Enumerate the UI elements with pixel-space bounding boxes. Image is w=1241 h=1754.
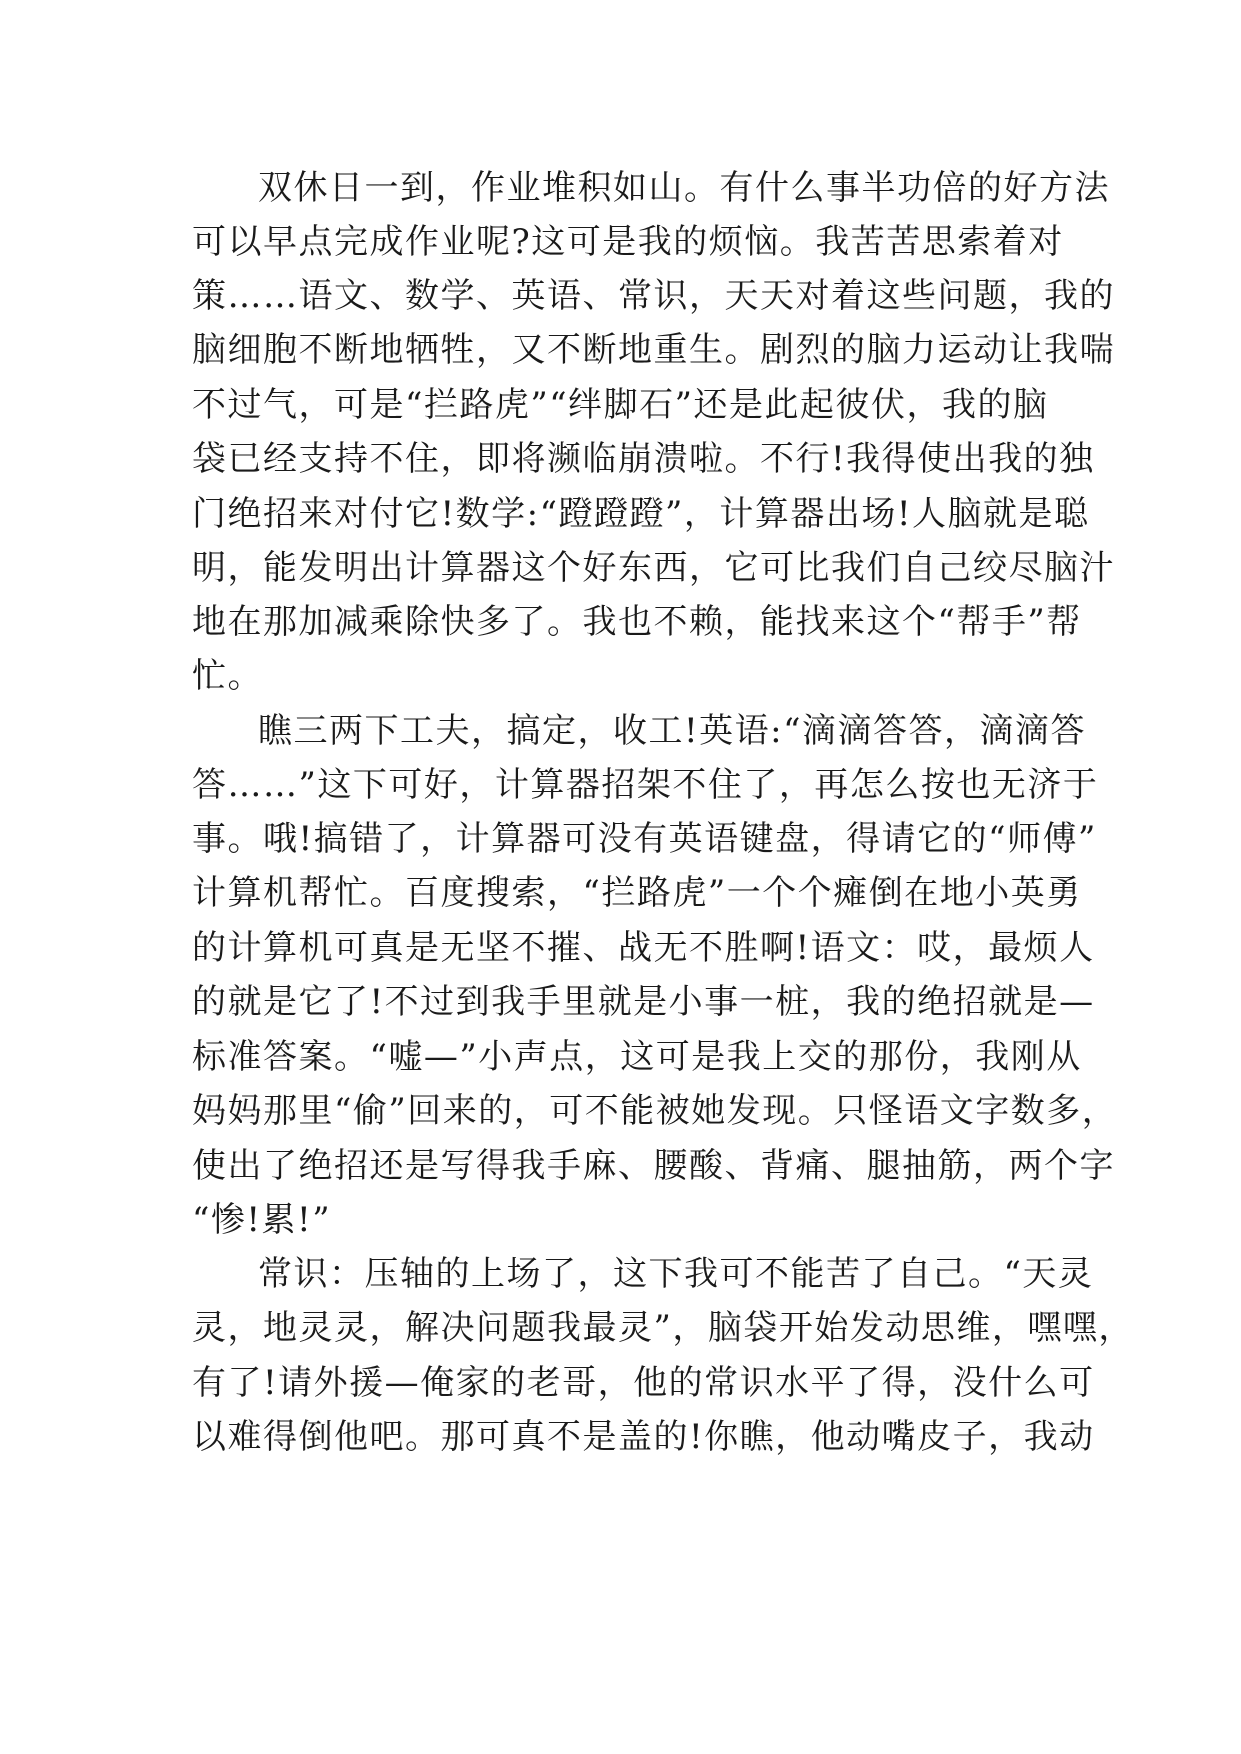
paragraph-1-line-8: 明，能发明出计算器这个好东西，它可比我们自己绞尽脑汁 — [192, 548, 1115, 588]
paragraph-1-line-2: 可以早点完成作业呢?这可是我的烦恼。我苦苦思索着对 — [192, 222, 1064, 262]
paragraph-2-line-10: “惨!累!” — [192, 1200, 332, 1240]
paragraph-1-line-10: 忙。 — [192, 656, 263, 696]
paragraph-2-line-9: 使出了绝招还是写得我手麻、腰酸、背痛、腿抽筋，两个字 — [192, 1146, 1115, 1186]
paragraph-2-line-6: 的就是它了!不过到我手里就是小事一桩，我的绝招就是— — [192, 982, 1095, 1022]
paragraph-1-line-1: 双休日一到，作业堆积如山。有什么事半功倍的好方法 — [258, 168, 1110, 208]
paragraph-1-line-4: 脑细胞不断地牺牲，又不断地重生。剧烈的脑力运动让我喘 — [192, 330, 1115, 370]
paragraph-1-line-3: 策……语文、数学、英语、常识，天天对着这些问题，我的 — [192, 276, 1115, 316]
paragraph-1-line-7: 门绝招来对付它!数学:“蹬蹬蹬”，计算器出场!人脑就是聪 — [192, 494, 1090, 534]
paragraph-1-line-9: 地在那加减乘除快多了。我也不赖，能找来这个“帮手”帮 — [192, 602, 1082, 642]
paragraph-3-line-3: 有了!请外援—俺家的老哥，他的常识水平了得，没什么可 — [192, 1363, 1095, 1403]
paragraph-2-line-3: 事。哦!搞错了，计算器可没有英语键盘，得请它的“师傅” — [192, 819, 1097, 859]
paragraph-2-line-5: 的计算机可真是无坚不摧、战无不胜啊!语文：哎，最烦人 — [192, 928, 1095, 968]
paragraph-2-line-8: 妈妈那里“偷”回来的，可不能被她发现。只怪语文字数多， — [192, 1091, 1118, 1131]
paragraph-1-line-6: 袋已经支持不住，即将濒临崩溃啦。不行!我得使出我的独 — [192, 439, 1095, 479]
paragraph-2-line-2: 答……”这下可好，计算器招架不住了，再怎么按也无济于 — [192, 765, 1099, 805]
paragraph-1-line-5: 不过气，可是“拦路虎”“绊脚石”还是此起彼伏，我的脑 — [192, 385, 1049, 425]
paragraph-3-line-2: 灵，地灵灵，解决问题我最灵”，脑袋开始发动思维，嘿嘿， — [192, 1308, 1134, 1348]
paragraph-3-line-1: 常识：压轴的上场了，这下我可不能苦了自己。“天灵 — [258, 1254, 1094, 1294]
paragraph-2-line-7: 标准答案。“嘘—”小声点，这可是我上交的那份，我刚从 — [192, 1037, 1082, 1077]
paragraph-3-line-4: 以难得倒他吧。那可真不是盖的!你瞧，他动嘴皮子，我动 — [192, 1417, 1095, 1457]
paragraph-2-line-1: 瞧三两下工夫，搞定，收工!英语:“滴滴答答，滴滴答 — [258, 711, 1086, 751]
paragraph-2-line-4: 计算机帮忙。百度搜索，“拦路虎”一个个瘫倒在地小英勇 — [192, 873, 1082, 913]
